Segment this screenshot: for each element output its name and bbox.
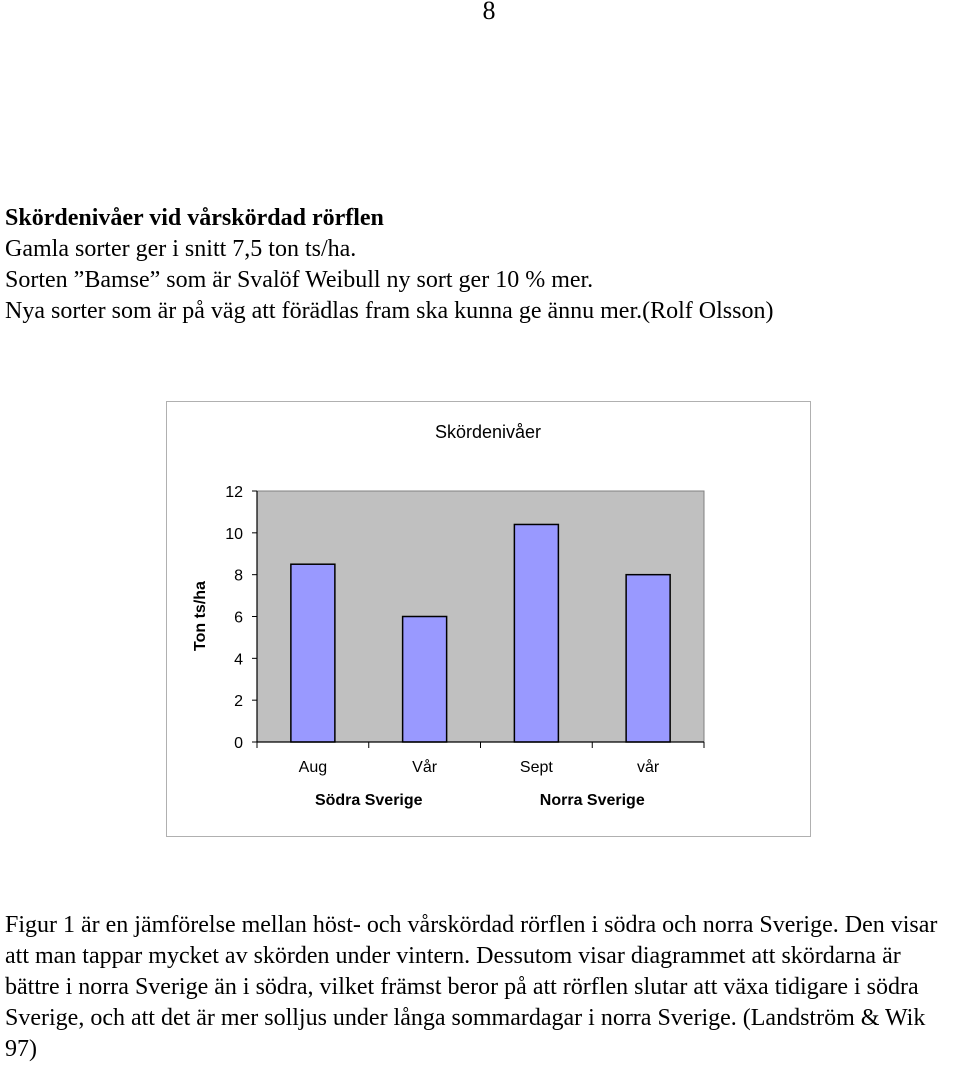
chart-frame: [166, 401, 811, 837]
group-label: Norra Sverige: [539, 792, 645, 809]
x-tick-label: Sept: [519, 759, 553, 776]
group-label: Södra Sverige: [314, 792, 423, 809]
bar: [291, 564, 335, 742]
section-heading: Skördenivåer vid vårskördad rörflen: [5, 205, 384, 231]
intro-line-2: Sorten ”Bamse” som är Svalöf Weibull ny sort ger 10 % mer.: [5, 267, 594, 293]
intro-section: [5, 203, 955, 327]
bar: [514, 524, 558, 742]
figure-caption: Figur 1 är en jämförelse mellan höst- och vårskördad rörflen i södra och norra Sverige. Den visar att man tappar mycket av skörden under vintern. Dessutom visar diagrammet att skördarna är bättre i norra Sverige än i södra, vilket främst beror på att rörflen slutar att växa tidigare i södra Sverige, och att det är mer solljus under långa sommardagar i norra Sverige. (Landström & Wik 97): [5, 912, 938, 1062]
bar: [403, 617, 447, 743]
y-tick-label: 4: [234, 651, 243, 669]
intro-line-1: Gamla sorter ger i snitt 7,5 ton ts/ha.: [5, 236, 357, 262]
chart-title: Skördenivåer: [434, 422, 542, 442]
page-number: 8: [482, 0, 496, 25]
y-tick-label: 12: [225, 484, 243, 501]
x-tick-label: vår: [637, 759, 660, 776]
y-tick-label: 8: [234, 567, 243, 585]
y-tick-label: 10: [225, 525, 243, 543]
bar-chart: [167, 402, 810, 836]
y-tick-label: 2: [234, 693, 243, 711]
x-tick-label: Aug: [298, 759, 328, 776]
bar: [626, 575, 670, 742]
intro-line-3: Nya sorter som är på väg att förädlas fram ska kunna ge ännu mer.(Rolf Olsson): [5, 298, 774, 324]
y-axis-label: Ton ts/ha: [192, 581, 209, 651]
x-tick-label: Vår: [412, 759, 438, 776]
y-tick-label: 6: [234, 609, 243, 627]
y-tick-label: 0: [234, 735, 243, 752]
